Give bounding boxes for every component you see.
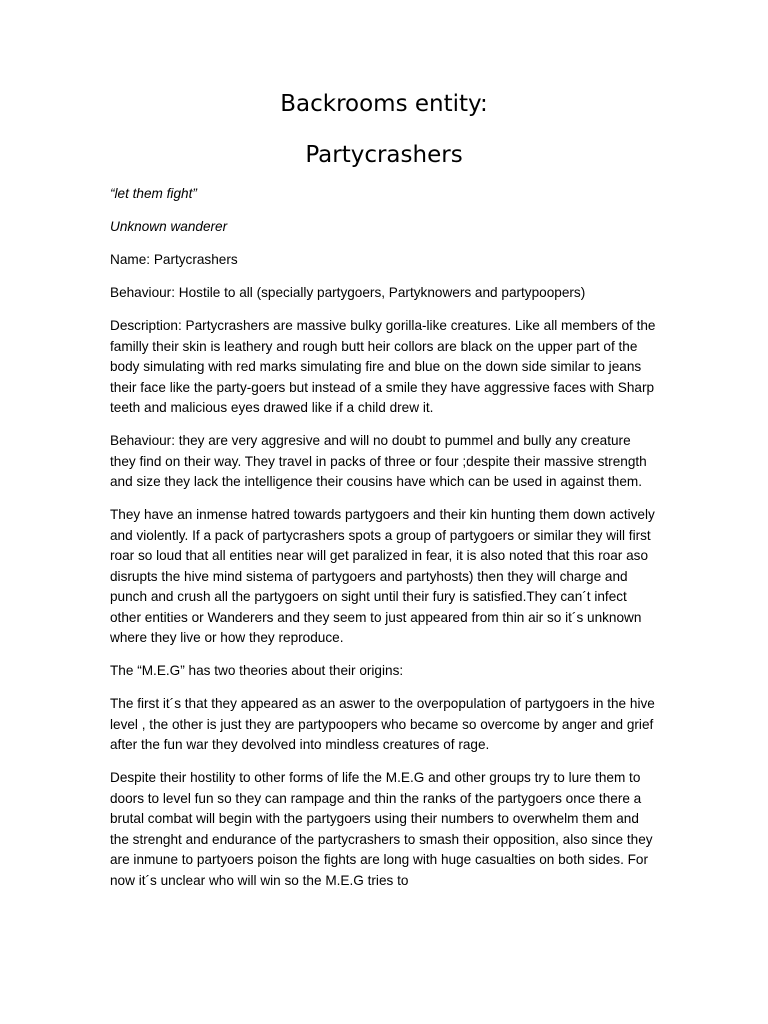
behaviour-paragraph: Behaviour: they are very aggresive and will no doubt to pummel and bully any creature they find on their way. They travel in packs of three or four ;despite their massive strength and size they lack the intelligence their cousins have which can be used in against them. bbox=[110, 433, 647, 489]
document-subtitle: Partycrashers bbox=[305, 142, 463, 168]
hatred-paragraph: They have an inmense hatred towards partygoers and their kin hunting them down actively and violently. If a pack of partycrashers spots a group of partygoers or similar they will first roar so loud that all entities near will get paralized in fear, it is also noted that this roar aso disrupts the hive mind sistema of partygoers and partyhosts) then they will charge and punch and crush all the partygoers on sight until their fury is satisfied.They can´t infect other entities or Wanderers and they seem to just appeared from thin air so it´s unknown where they live or how they reproduce. bbox=[110, 507, 655, 645]
quote-attribution: Unknown wanderer bbox=[110, 219, 228, 234]
description-paragraph: Description: Partycrashers are massive bulky gorilla-like creatures. Like all members of the familly their skin is leathery and rough butt heir collors are black on the upper part of the body simulating with red marks simulating fire and blue on the down side similar to jeans their face like the party-goers but instead of a smile they have aggressive faces with Sharp teeth and malicious eyes drawed like if a child drew it. bbox=[110, 318, 656, 415]
theories-heading-paragraph: The “M.E.G” has two theories about their origins: bbox=[110, 663, 404, 678]
theories-paragraph: The first it´s that they appeared as an aswer to the overpopulation of partygoers in the hive level , the other is just they are partypoopers who became so overcome by anger and grief after the fun war they devolved into mindless creatures of rage. bbox=[110, 696, 655, 752]
hostility-paragraph: Despite their hostility to other forms of life the M.E.G and other groups try to lure them to doors to level fun so they can rampage and thin the ranks of the partygoers once there a brutal combat will begin with the partygoers using their numbers to overwhelm them and the strenght and endurance of the partycrashers to smash their opposition, also since they are inmune to partyoers poison the fights are long with huge casualties on both sides. For now it´s unclear who will win so the M.E.G tries to bbox=[110, 770, 653, 888]
behaviour-summary-paragraph: Behaviour: Hostile to all (specially partygoers, Partyknowers and partypoopers) bbox=[110, 285, 586, 300]
quote-paragraph: “let them fight” bbox=[110, 186, 197, 201]
name-paragraph: Name: Partycrashers bbox=[110, 252, 238, 267]
document-body bbox=[110, 184, 658, 904]
document-title: Backrooms entity: bbox=[280, 91, 488, 117]
